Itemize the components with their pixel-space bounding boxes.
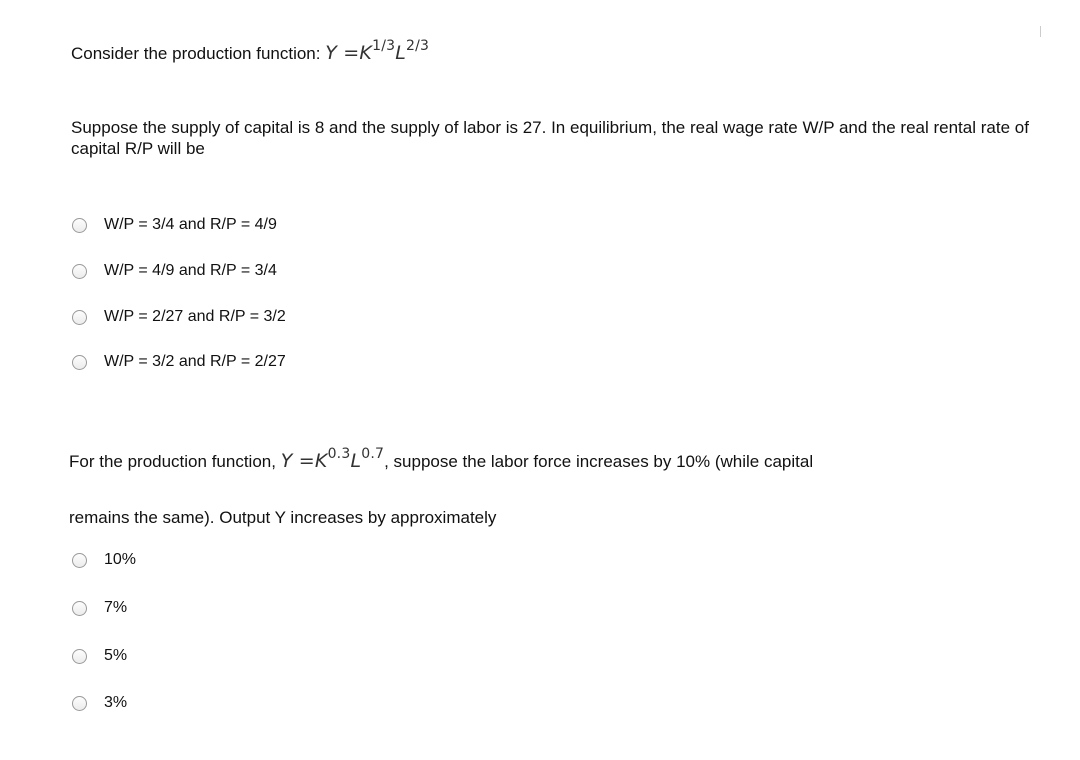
- option-label[interactable]: 3%: [104, 694, 128, 711]
- formula-l-exponent: 2/3: [406, 38, 430, 54]
- scroll-edge-mark: [1040, 26, 1043, 37]
- radio-button[interactable]: [72, 310, 87, 325]
- question2-option-3[interactable]: [72, 645, 127, 667]
- option-label[interactable]: W/P = 2/27 and R/P = 3/2: [104, 308, 286, 325]
- formula-k: K: [314, 450, 328, 472]
- question2-option-1[interactable]: [72, 549, 136, 571]
- formula-k: K: [359, 42, 373, 64]
- option-label[interactable]: 7%: [104, 599, 128, 616]
- question1-option-3[interactable]: [72, 306, 286, 328]
- question1-option-1[interactable]: [72, 214, 277, 236]
- question1-option-2[interactable]: [72, 260, 277, 282]
- formula-k-exponent: 1/3: [372, 38, 396, 54]
- question1-body: Suppose the supply of capital is 8 and the supply of labor is 27. In equilibrium, the real wage rate W/P and the real rental rate of capital R/P will be: [71, 118, 1029, 158]
- radio-button[interactable]: [72, 649, 87, 664]
- question2-option-2[interactable]: [72, 597, 127, 619]
- formula-y: Y: [325, 42, 338, 64]
- question1-option-4[interactable]: [72, 351, 286, 373]
- question2-stem: [69, 446, 814, 472]
- question2-stem-before: For the production function,: [69, 452, 276, 471]
- question1-stem: [71, 38, 430, 64]
- question2-stem-line2: remains the same). Output Y increases by approximately: [69, 508, 497, 527]
- question2-option-4[interactable]: [72, 692, 127, 714]
- radio-button[interactable]: [72, 601, 87, 616]
- option-label[interactable]: W/P = 4/9 and R/P = 3/4: [104, 262, 277, 279]
- question1-stem-text: Consider the production function:: [71, 44, 321, 63]
- radio-button[interactable]: [72, 553, 87, 568]
- option-label[interactable]: 10%: [104, 551, 137, 568]
- question1-formula: [325, 38, 430, 64]
- option-label[interactable]: W/P = 3/4 and R/P = 4/9: [104, 216, 277, 233]
- question2-stem-after: , suppose the labor force increases by 10% (while capital: [384, 452, 814, 471]
- formula-l: L: [395, 42, 407, 64]
- option-label[interactable]: 5%: [104, 647, 128, 664]
- option-label[interactable]: W/P = 3/2 and R/P = 2/27: [104, 353, 286, 370]
- radio-button[interactable]: [72, 264, 87, 279]
- formula-l-exponent: 0.7: [361, 446, 385, 462]
- radio-button[interactable]: [72, 696, 87, 711]
- formula-l: L: [350, 450, 362, 472]
- radio-button[interactable]: [72, 218, 87, 233]
- formula-equals: =: [343, 42, 360, 64]
- formula-k-exponent: 0.3: [327, 446, 351, 462]
- question2-formula: [280, 446, 385, 472]
- radio-button[interactable]: [72, 355, 87, 370]
- formula-equals: =: [298, 450, 315, 472]
- formula-y: Y: [280, 450, 293, 472]
